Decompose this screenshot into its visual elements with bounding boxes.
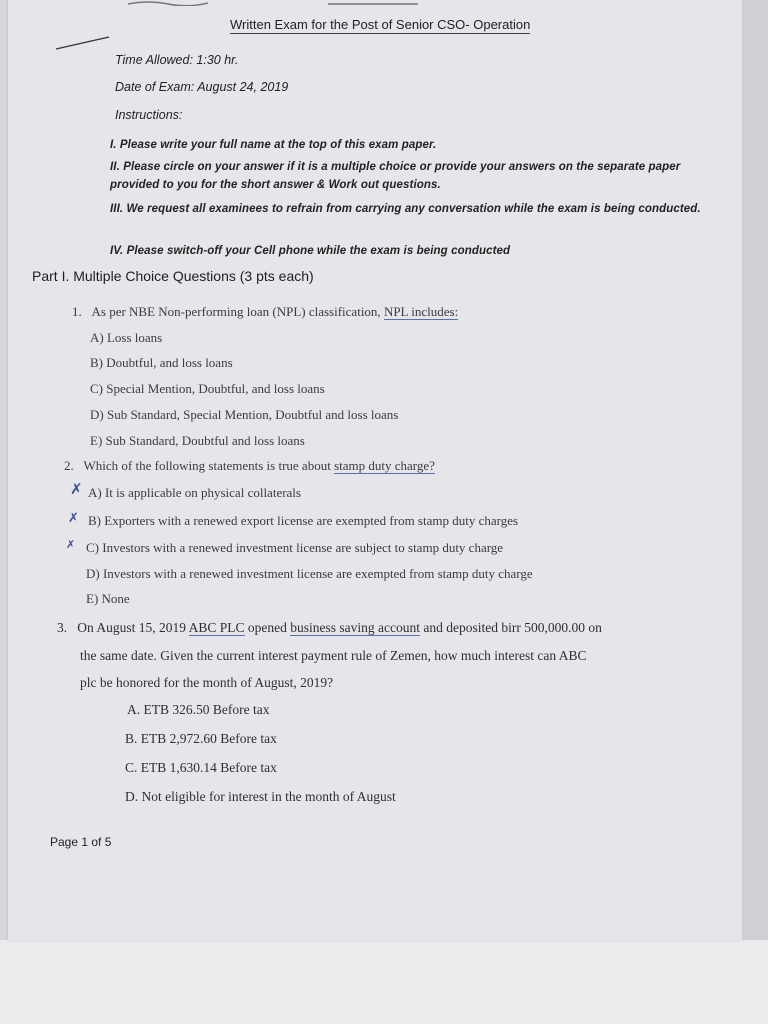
question-number: 1. (72, 304, 82, 319)
instruction-text: Please circle on your answer if it is a multiple choice or provide your answers on the separate paper provided to you for the short answer & Work out questions. (110, 161, 681, 191)
question-text: opened (244, 620, 291, 635)
scan-right-edge (742, 0, 768, 940)
option-3a[interactable]: A. ETB 326.50 Before tax (127, 702, 270, 717)
pen-stroke (54, 33, 114, 53)
option-2b[interactable]: B) Exporters with a renewed export license are exempted from stamp duty charges (88, 513, 519, 528)
exam-date: Date of Exam: August 24, 2019 (115, 80, 289, 94)
header-cut-text (128, 0, 418, 6)
scan-bottom-margin (0, 940, 768, 1024)
option-1b[interactable]: B) Doubtful, and loss loans (90, 355, 233, 370)
part-1-heading: Part I. Multiple Choice Questions (3 pts each) (32, 268, 314, 284)
question-1 (72, 304, 458, 320)
option-1d[interactable]: D) Sub Standard, Special Mention, Doubtful and loss loans (90, 407, 399, 422)
question-3 (57, 620, 602, 636)
instruction-number: III. (110, 203, 124, 215)
instruction-text: Please write your full name at the top of this exam paper. (119, 139, 437, 151)
instruction-number: I. (110, 139, 117, 151)
question-2 (64, 458, 435, 474)
cross-mark-icon: ✗ (68, 511, 79, 526)
question-number: 3. (57, 620, 68, 635)
question-underlined-text: stamp duty charge? (334, 458, 435, 473)
question-text: On August 15, 2019 (77, 620, 189, 635)
instruction-number: IV. (110, 245, 124, 257)
question-text: As per NBE Non-performing loan (NPL) classification, (91, 304, 384, 319)
question-text: and deposited birr 500,000.00 on (420, 620, 602, 635)
option-1c[interactable]: C) Special Mention, Doubtful, and loss loans (90, 381, 325, 396)
instruction-number: II. (110, 161, 120, 173)
question-underlined-text: ABC PLC (188, 620, 245, 635)
instruction-1 (110, 136, 710, 154)
instruction-text: We request all examinees to refrain from carrying any conversation while the exam is being conducted. (126, 203, 701, 215)
option-2c[interactable]: C) Investors with a renewed investment license are subject to stamp duty charge (86, 540, 504, 555)
option-3c[interactable]: C. ETB 1,630.14 Before tax (125, 760, 277, 775)
option-3d[interactable]: D. Not eligible for interest in the month of August (125, 789, 396, 804)
instruction-text: Please switch-off your Cell phone while the exam is being conducted (126, 245, 511, 257)
question-3-line-2: the same date. Given the current interest payment rule of Zemen, how much interest can ABC (80, 648, 587, 663)
option-2e[interactable]: E) None (86, 591, 130, 606)
exam-title: Written Exam for the Post of Senior CSO- Operation (230, 17, 531, 32)
option-2d[interactable]: D) Investors with a renewed investment license are exempted from stamp duty charge (86, 566, 533, 581)
option-1e[interactable]: E) Sub Standard, Doubtful and loss loans (90, 433, 305, 448)
question-number: 2. (64, 458, 74, 473)
instruction-4 (110, 242, 710, 260)
cross-mark-icon: ✗ (66, 538, 76, 551)
page-number: Page 1 of 5 (50, 835, 112, 849)
option-2a[interactable]: A) It is applicable on physical collaterals (88, 485, 301, 500)
instructions-heading: Instructions: (115, 108, 183, 122)
cross-mark-icon: ✗ (70, 480, 83, 498)
question-text: Which of the following statements is true about (83, 458, 335, 473)
question-underlined-text: NPL includes: (383, 304, 459, 319)
option-3b[interactable]: B. ETB 2,972.60 Before tax (125, 731, 277, 746)
question-underlined-text: business saving account (290, 620, 421, 635)
instruction-3 (110, 200, 710, 218)
time-allowed: Time Allowed: 1:30 hr. (115, 53, 239, 67)
option-1a[interactable]: A) Loss loans (90, 330, 163, 345)
question-3-line-3: plc be honored for the month of August, 2019? (80, 675, 334, 690)
instruction-2 (110, 158, 710, 194)
